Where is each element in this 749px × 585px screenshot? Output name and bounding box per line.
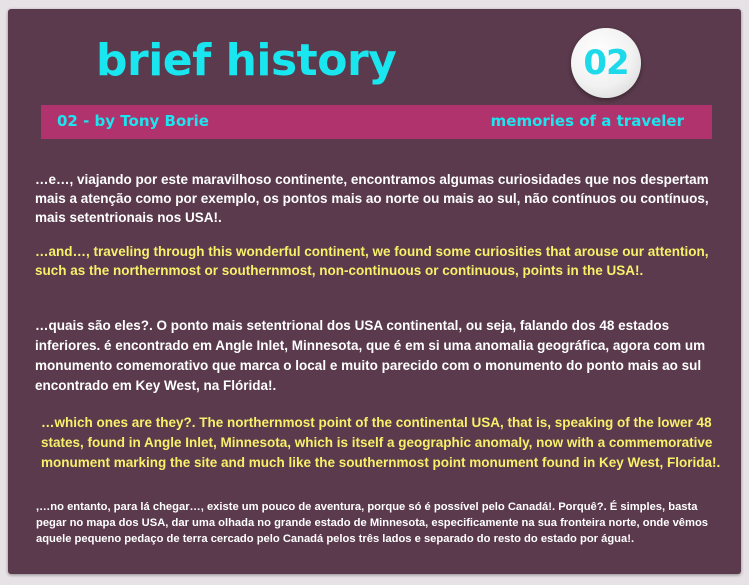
- author-byline: 02 - by Tony Borie: [57, 112, 209, 130]
- paragraph-english-1: …and…, traveling through this wonderful continent, we found some curiosities that arouse our attention, such as the northernmost or southernmost, non-continuous or continuous, points in the USA!.: [35, 244, 709, 278]
- episode-number-badge: [571, 28, 641, 98]
- paragraph-portuguese-3: ,…no entanto, para lá chegar…, existe um pouco de aventura, porque só é possível pelo Canadá!. Porquê?. É simples, basta pegar no mapa dos USA, dar uma olhada no grande estado de Minnesota, especificamente na sua fronteira norte, onde vêmos aquele pequeno pedaço de terra cercado pelo Canadá pelos três lados e separado do resto do estado por água!.: [36, 501, 709, 545]
- paragraph-portuguese-2: …quais são eles?. O ponto mais setentrional dos USA continental, ou seja, falando dos 48 estados inferiores. é encontrado em Angle Inlet, Minnesota, que é em si uma anomalia geográfica, agora com um monumento comemorativo que marca o local e muito parecido com o monumento do ponto mais ao sul encontrado em Key West, na Flórida!.: [35, 318, 706, 393]
- series-tagline: memories of a traveler: [490, 112, 684, 130]
- episode-number: 02: [583, 43, 629, 83]
- paragraph-portuguese-1: …e…, viajando por este maravilhoso continente, encontramos algumas curiosidades que nos despertam mais a atenção como por exemplo, os pontos mais ao norte ou mais ao sul, não contínuos ou contínuos, mais setentrionais nos USA!.: [35, 172, 709, 225]
- slide: [8, 9, 741, 574]
- subtitle-banner: [41, 105, 712, 139]
- page-title: brief history: [96, 35, 397, 86]
- paragraph-english-2: …which ones are they?. The northernmost point of the continental USA, that is, speaking of the lower 48 states, found in Angle Inlet, Minnesota, which is itself a geographic anomaly, now with a commemorative monument marking the site and much like the southernmost point monument found in Key West, Florida!.: [41, 415, 721, 470]
